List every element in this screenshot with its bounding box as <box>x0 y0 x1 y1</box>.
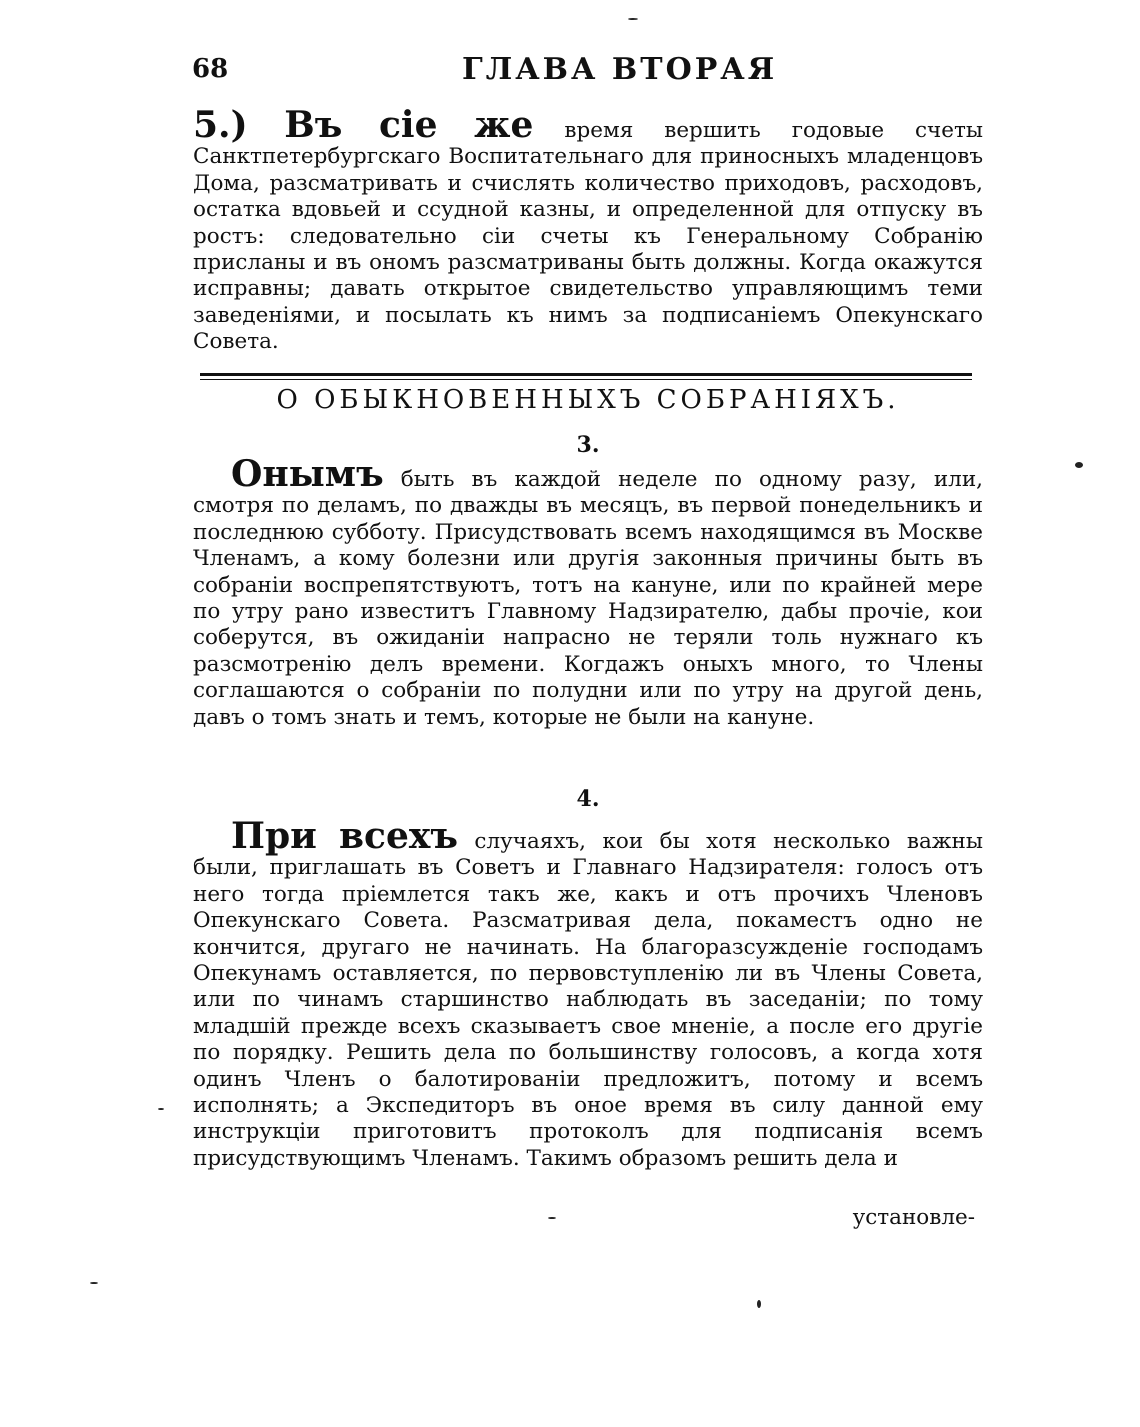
article-4-paragraph <box>193 815 983 1172</box>
catchword: установле- <box>852 1205 975 1230</box>
print-speck <box>548 1217 556 1219</box>
chapter-title: ГЛАВА ВТОРАЯ <box>462 52 778 87</box>
print-speck <box>158 1108 164 1110</box>
print-speck <box>90 1282 98 1284</box>
print-speck <box>757 1300 761 1308</box>
section-5-text: время вершить годовые счеты Санктпетербургскаго Воспитательнаго для приносныхъ младенцовъ Дома, разсматривать и счислять количество приходовъ, расходовъ, остатка вдовьей и ссудной казны, и определенной для отпуску въ ростъ: следовательно сіи счеты къ Генеральному Собранію присланы и въ ономъ разсматриваны быть должны. Когда окажутся исправны; давать открытое свидетельство управляющимъ теми заведеніями, и посылать къ нимъ за подписаніемъ Опекунскаго Совета. <box>193 118 983 355</box>
article-4-text: случаяхъ, кои бы хотя несколько важны были, приглашать въ Советъ и Главнаго Надзирателя: голосъ отъ него тогда пріемлется такъ же, какъ и отъ прочихъ Членовъ Опекунскаго Совета. Разсматривая дела, покаместъ одно не кончится, другаго не начинать. На благоразсужденіе господамъ Опекунамъ оставляется, по первовступленію ли въ Члены Совета, или по чинамъ старшинство наблюдать въ заседаніи; по тому младшій прежде всехъ сказываетъ свое мненіе, а после его другіе по порядку. Решить дела по большинству голосовъ, а когда хотя одинъ Членъ о балотированіи предложитъ, потому и всемъ исполнять; а Экспедиторъ въ оное время въ силу данной ему инструкціи приготовитъ протоколъ для подписанія всемъ присудствующимъ Членамъ. Такимъ образомъ решить дела и <box>193 829 983 1171</box>
article-3-paragraph <box>193 453 983 731</box>
section-rule <box>200 373 972 376</box>
print-speck <box>628 18 638 20</box>
section-rule-thin <box>200 379 972 380</box>
page-number: 68 <box>192 54 229 84</box>
article-3-text: быть въ каждой неделе по одному разу, или, смотря по деламъ, по дважды въ месяцъ, въ первой понедельникъ и последнюю субботу. Присудствовать всемъ находящимся въ Москве Членамъ, а кому болезни или другія законныя причины быть въ собраніи воспрепятствуютъ, тотъ на кануне, или по крайней мере по утру рано известитъ Главному Надзирателю, дабы прочіе, кои соберутся, въ ожиданіи напрасно не теряли толь нужнаго къ разсмотренію делъ времени. Когдажъ оныхъ много, то Члены соглашаются о собраніи по полудни или по утру на другой день, давъ о томъ знать и темъ, которые не были на кануне. <box>193 467 983 730</box>
article-4-number: 4. <box>576 786 600 812</box>
article-4-lead: При всехъ <box>231 815 458 857</box>
section-5-paragraph <box>193 104 983 356</box>
article-3-number: 3. <box>576 432 600 458</box>
section-heading: О ОБЫКНОВЕННЫХЪ СОБРАНІЯХЪ. <box>276 385 900 415</box>
section-5-lead: 5.) Въ сіе же <box>193 104 534 146</box>
print-speck <box>1075 462 1083 468</box>
running-head <box>192 52 982 92</box>
article-3-lead: Онымъ <box>231 453 384 495</box>
